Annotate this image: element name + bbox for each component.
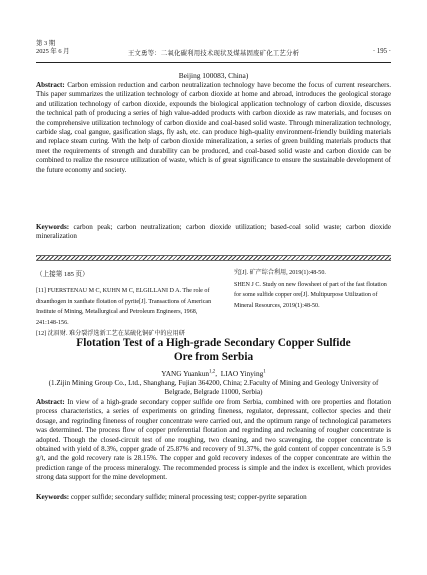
keywords-2-text: copper sulfide; secondary sulfide; mineral processing test; copper-pyrite separation xyxy=(69,493,307,501)
references-right-column xyxy=(234,268,391,312)
section-divider xyxy=(36,255,391,261)
author-name: LIAO Yinying xyxy=(220,369,264,378)
author-affiliations: (1.Zijin Mining Group Co., Ltd., Shanghang, Fujian 364200, China; 2.Faculty of Mining and Geology University of Belgrade, Belgrade 11000, Serbia) xyxy=(48,379,379,397)
keywords-1 xyxy=(36,223,391,242)
page-header xyxy=(36,40,391,63)
page-number: · 195 · xyxy=(372,48,391,55)
affiliation-top: Beijing 100083, China) xyxy=(178,71,249,80)
keywords-1-text: carbon peak; carbon neutralization; carbon dioxide utilization; based-coal solid waste; carbon dioxide mineralization xyxy=(36,223,391,241)
references-left-column xyxy=(36,286,219,341)
author-name: YANG Yuankun xyxy=(161,369,210,378)
author-list: YANG Yuankun$^{1,2}$, LIAO Yinying$^1$ xyxy=(161,369,266,378)
abstract-1-label: Abstract: xyxy=(36,81,65,89)
article-title-line-2: Ore from Serbia xyxy=(173,350,254,363)
abstract-2-text: In view of a high-grade secondary copper sulfide ore from Serbia, combined with ore properties and flotation process characteristics, a series of experiments on grinding fineness, regulator, depressant, collector species and their dosage, and regrinding fineness of rougher concentrate were carried out, and the optimum range of technological parameters was determined. The process flow of copper preferential flotation and regrinding and recleaning of rougher concentrate is adopted. Though the closed-circuit test of one roughing, two cleaning, and two scavenging, the copper concentrate is obtained with yield of 8.3%, copper grade of 25.87% and recovery of 91.37%, the gold content of copper concentrate is 5.9 g/t, and the gold recovery rate is 28.15%. The copper and gold recovery indexes of the copper concentrate are within the prediction range of the process mineralogy. The recommended process is simple and the index is excellent, which provides strong data support for the mine development. xyxy=(36,398,391,482)
article-title-line-1: Flotation Test of a High-grade Secondary Copper Sulfide xyxy=(76,337,351,349)
abstract-2-label: Abstract: xyxy=(36,398,65,406)
keywords-2-label: Keywords: xyxy=(36,493,70,501)
reference-12: [12] 沈眉财. 难分裂浮选新工艺在某硫化铜矿中的应用研 xyxy=(36,331,185,338)
continued-from-note: （上接第 185 页） xyxy=(36,271,89,278)
reference-12-continued: 究[J]. 矿产综合利用, 2019(1):48-50. xyxy=(234,270,326,276)
keywords-1-label: Keywords: xyxy=(36,223,70,231)
author-affiliation-mark: 1 xyxy=(263,369,266,375)
abstract-2 xyxy=(36,398,391,483)
abstract-1-text: Carbon emission reduction and carbon neutralization technology have become the focus of current researchers. This paper summarizes the utilization technology of carbon dioxide at home and abroad, introduces the geological storage and utilization technology of carbon dioxide, expounds the biological application technology of carbon dioxide, discusses the technical path of producing a series of high value-added products with carbon dioxide as raw materials, and focuses on the comprehensive utilization technology of carbon dioxide and coal-based solid waste. Through mineralization technology, carbide slag, coal gangue, gasification slags, fly ash, etc. can produce high-quality environment-friendly building materials and replace steam curing. With the help of carbon dioxide mineralization, a series of green building materials products that meet the requirements of strength and durability can be produced, and coal-based solid waste and carbon dioxide can be combined to realize the resource utilization of waste, which is of great significance to ensure the sustainable development of the future economy and society. xyxy=(36,81,391,174)
article-title xyxy=(36,337,391,364)
issue-date: 2025 年 6 月 xyxy=(36,48,70,55)
running-title: 王文勇等：二氧化碳利用技术现状及煤基固废矿化工艺分析 xyxy=(127,50,300,57)
keywords-2 xyxy=(36,493,391,502)
issue-number: 第 3 期 xyxy=(36,40,56,47)
reference-11: [11] FUERSTENAU M C, KUHN M C, ELGILLANI D A. The role of dixanthogen in xanthate flotation of pyrite[J]. Transactions of American Institute of Mining, Metallurgical and Petroleum Engineers, 1968, 241:148-156. xyxy=(36,288,212,326)
reference-12-english: SHEN J C. Study on new flowsheet of part of the fast flotation for some sulfide copper ore[J]. Multipurpose Utilization of Mineral Resources, 2019(1):48-50. xyxy=(234,281,387,309)
author-affiliation-mark: 1,2 xyxy=(209,369,216,375)
abstract-1 xyxy=(36,81,391,175)
